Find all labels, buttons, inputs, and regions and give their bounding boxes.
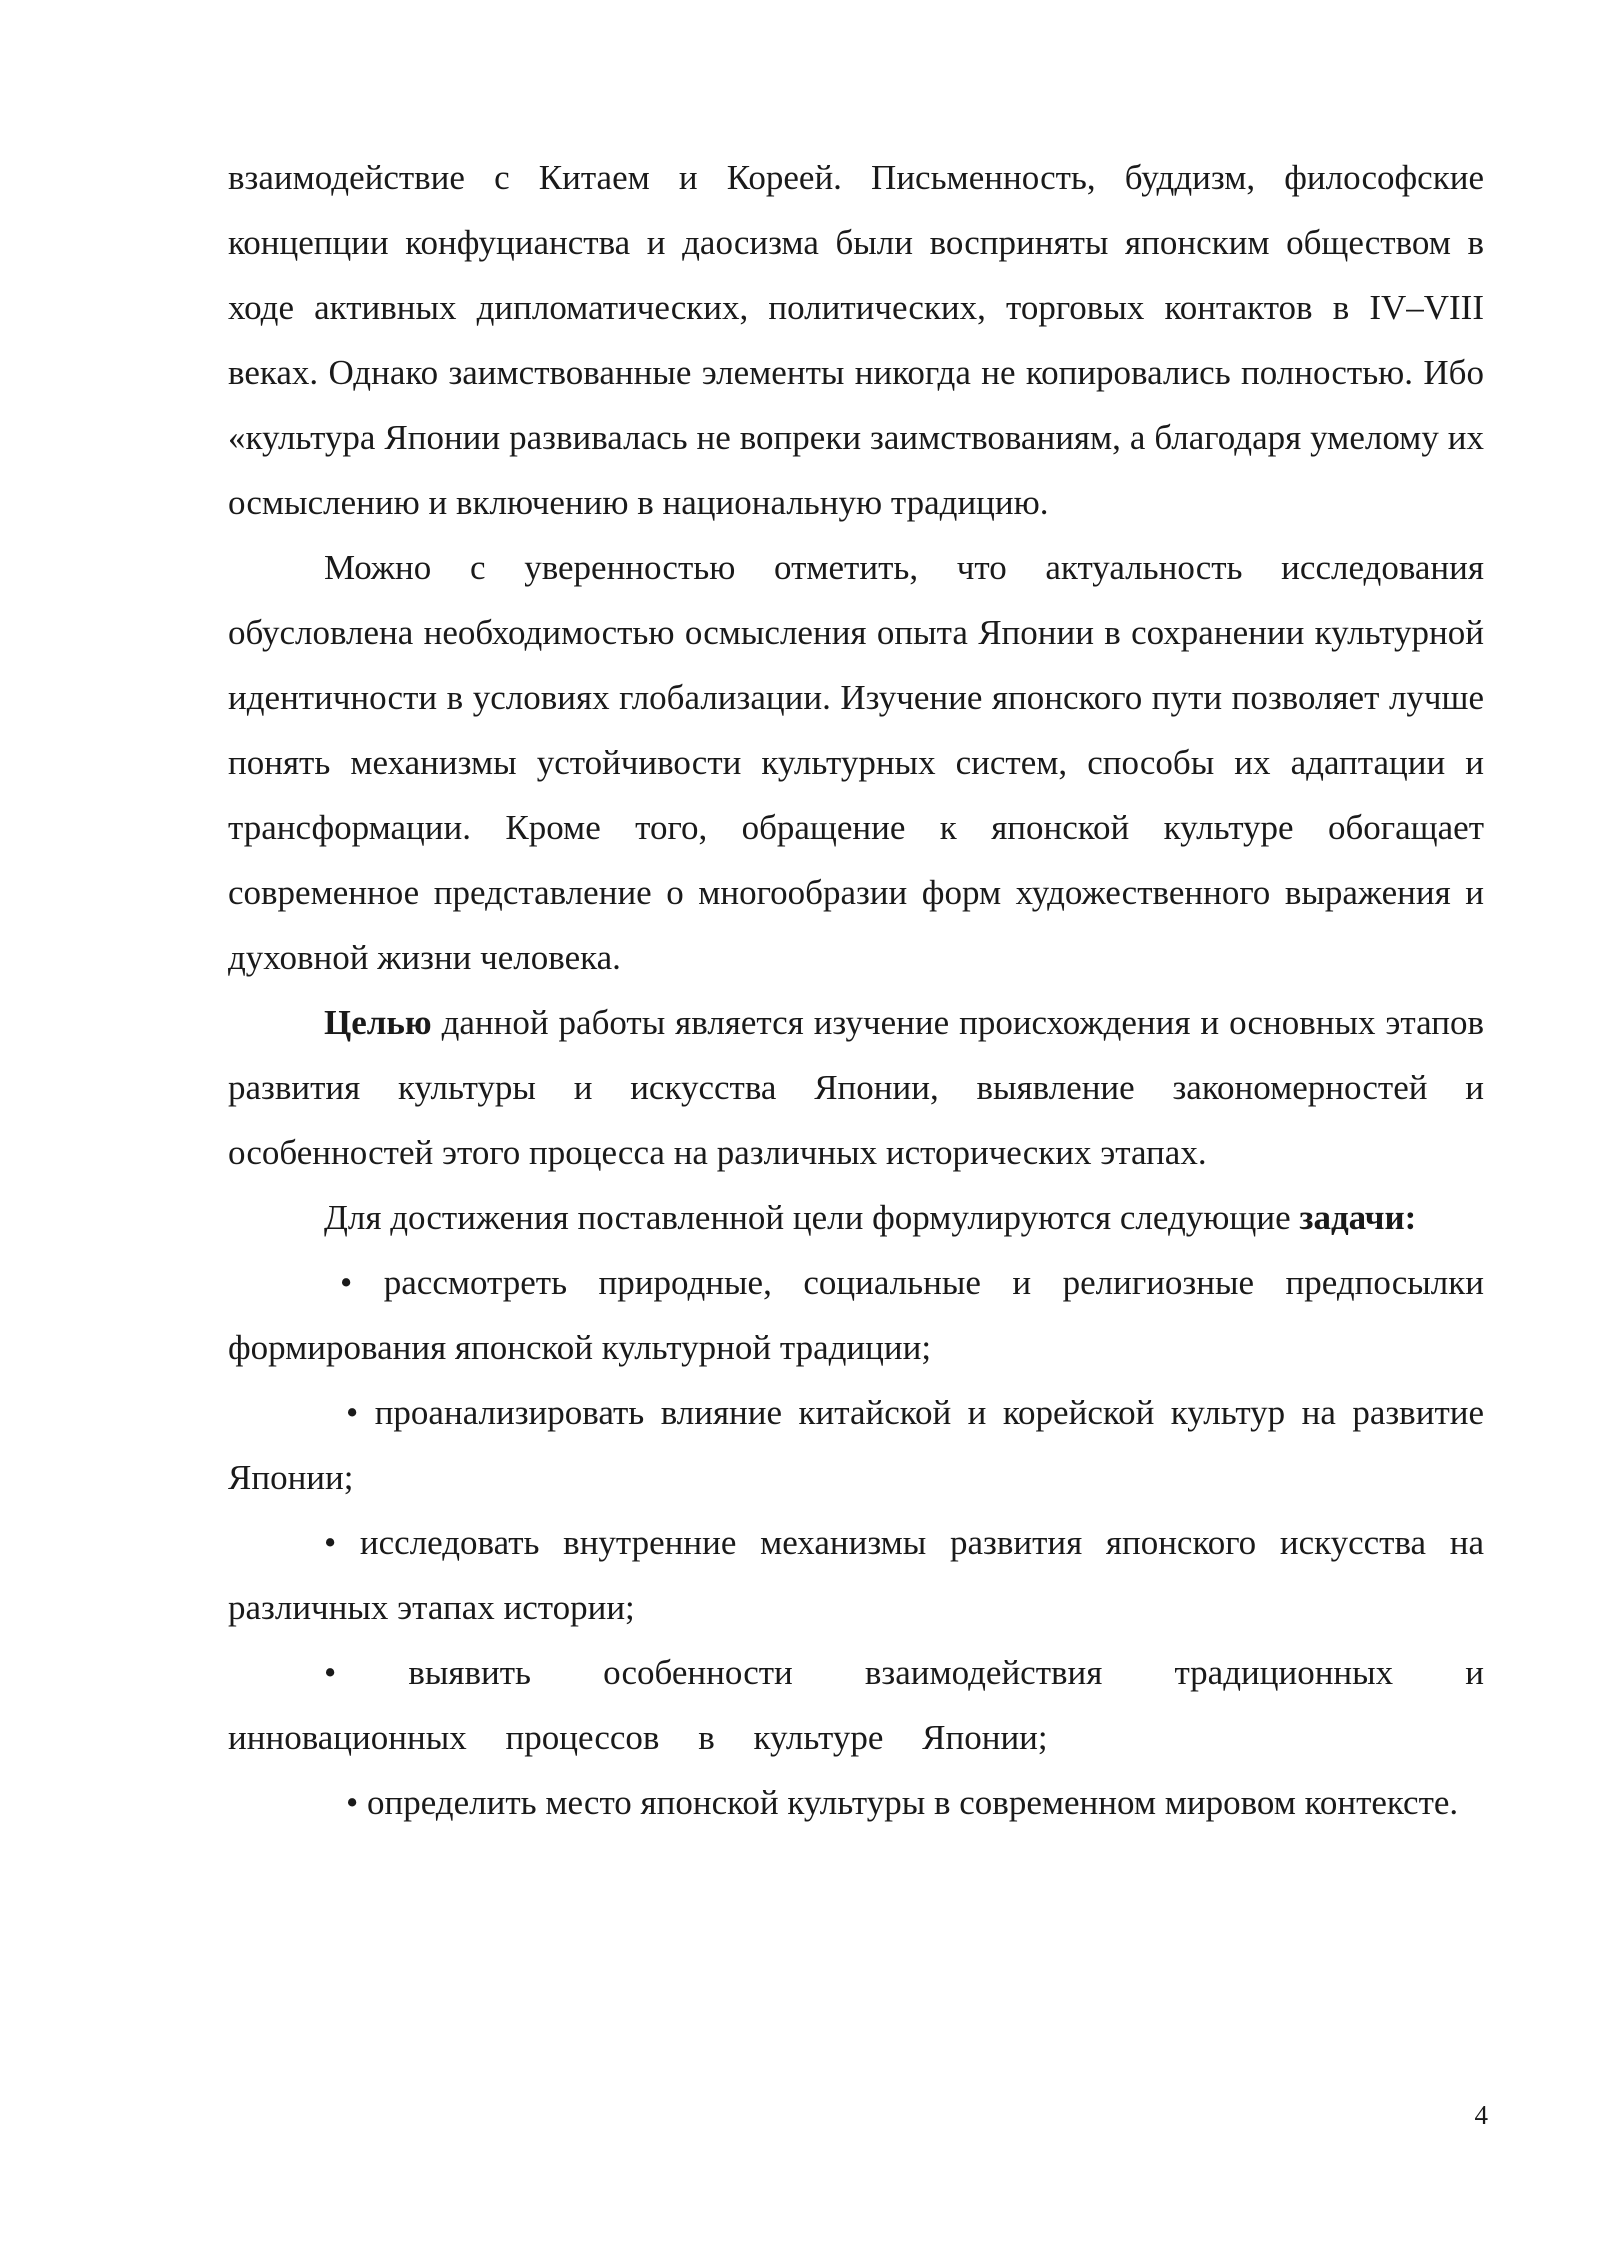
tasks-label: задачи: bbox=[1299, 1198, 1417, 1237]
goal-text: данной работы является изучение происхождения и основных этапов развития культуры и искусства Японии, выявление закономерностей и особенностей этого процесса на различных исторических этапах. bbox=[228, 1003, 1484, 1172]
task-item: • исследовать внутренние механизмы развития японского искусства на различных этапах истории; bbox=[228, 1523, 1484, 1627]
task-item: • выявить особенности взаимодействия традиционных и инновационных процессов в культуре Японии; bbox=[228, 1653, 1484, 1757]
paragraph-relevance: Можно с уверенностью отметить, что актуальность исследования обусловлена необходимостью осмысления опыта Японии в сохранении культурной идентичности в условиях глобализации. Изучение японского пути позволяет лучше понять механизмы устойчивости культурных систем, способы их адаптации и трансформации. Кроме того, обращение к японской культуре обогащает современное представление о многообразии форм художественного выражения и духовной жизни человека. bbox=[228, 548, 1484, 977]
paragraph-context: взаимодействие с Китаем и Кореей. Письменность, буддизм, философские концепции конфуцианства и даосизма были восприняты японским обществом в ходе активных дипломатических, политических, торговых контактов в IV–VIII веках. Однако заимствованные элементы никогда не копировались полностью. Ибо «культура Японии развивалась не вопреки заимствованиям, а благодаря умелому их осмыслению и включению в национальную традицию. bbox=[228, 158, 1484, 522]
tasks-intro-text: Для достижения поставленной цели формулируются следующие bbox=[324, 1198, 1300, 1237]
paragraph-goal bbox=[228, 990, 1484, 1185]
page-number: 4 bbox=[1474, 2100, 1488, 2130]
goal-label: Целью bbox=[324, 1003, 432, 1042]
task-item: • рассмотреть природные, социальные и религиозные предпосылки формирования японской культурной традиции; bbox=[228, 1263, 1484, 1367]
document-body bbox=[228, 145, 1484, 1835]
paragraph-tasks-intro bbox=[228, 1185, 1484, 1250]
task-item: • определить место японской культуры в современном мировом контексте. bbox=[346, 1783, 1459, 1822]
task-item: • проанализировать влияние китайской и корейской культур на развитие Японии; bbox=[228, 1393, 1484, 1497]
